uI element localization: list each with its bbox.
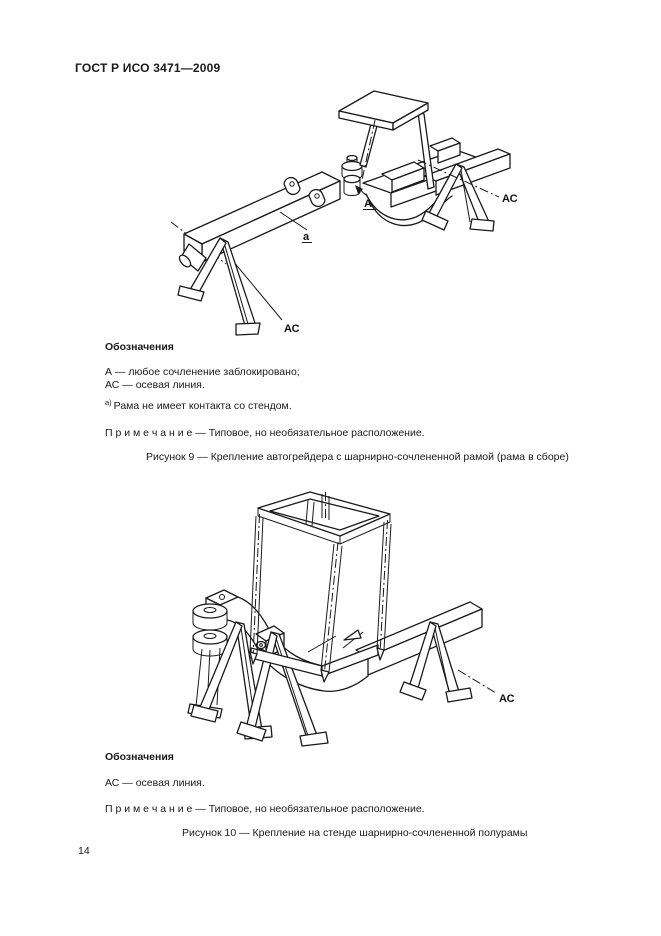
figure9-drawing	[168, 88, 530, 340]
figure10-callout-ac: АС	[499, 693, 515, 705]
figure9-callout-ac-right: АС	[502, 193, 518, 205]
figure9-legend-title: Обозначения	[105, 341, 174, 353]
figure10-legend-title: Обозначения	[105, 751, 174, 763]
figure10-cage	[250, 492, 391, 682]
figure9-note: П р и м е ч а н и е — Типовое, но необязательное расположение.	[105, 427, 425, 439]
figure10-caption: Рисунок 10 — Крепление на стенде шарнирно-сочлененной полурамы	[182, 827, 528, 839]
figure9-callout-frame: а	[303, 231, 310, 243]
figure10-drawing	[158, 480, 523, 750]
figure10-note: П р и м е ч а н и е — Типовое, но необязательное расположение.	[105, 803, 425, 815]
figure9-legend-item-ac: АС — осевая линия.	[105, 379, 205, 391]
figure9-footnote	[105, 397, 292, 414]
figure9-callout-joint: А	[364, 198, 372, 210]
figure9-front-beam	[184, 172, 340, 262]
standard-header: ГОСТ Р ИСО 3471—2009	[75, 61, 221, 75]
page-number: 14	[78, 845, 90, 857]
figure9-footnote-marker: а)	[105, 397, 112, 407]
figure9-legend-item-a: А — любое сочленение заблокировано;	[105, 366, 300, 378]
figure9-footnote-text: Рама не имеет контакта со стендом.	[113, 400, 292, 412]
figure9-callout-ac-front: АС	[284, 323, 300, 335]
figure10-legend-item-ac: АС — осевая линия.	[105, 777, 205, 789]
figure9-caption: Рисунок 9 — Крепление автогрейдера с шарнирно-сочлененной рамой (рама в сборе)	[146, 451, 569, 463]
